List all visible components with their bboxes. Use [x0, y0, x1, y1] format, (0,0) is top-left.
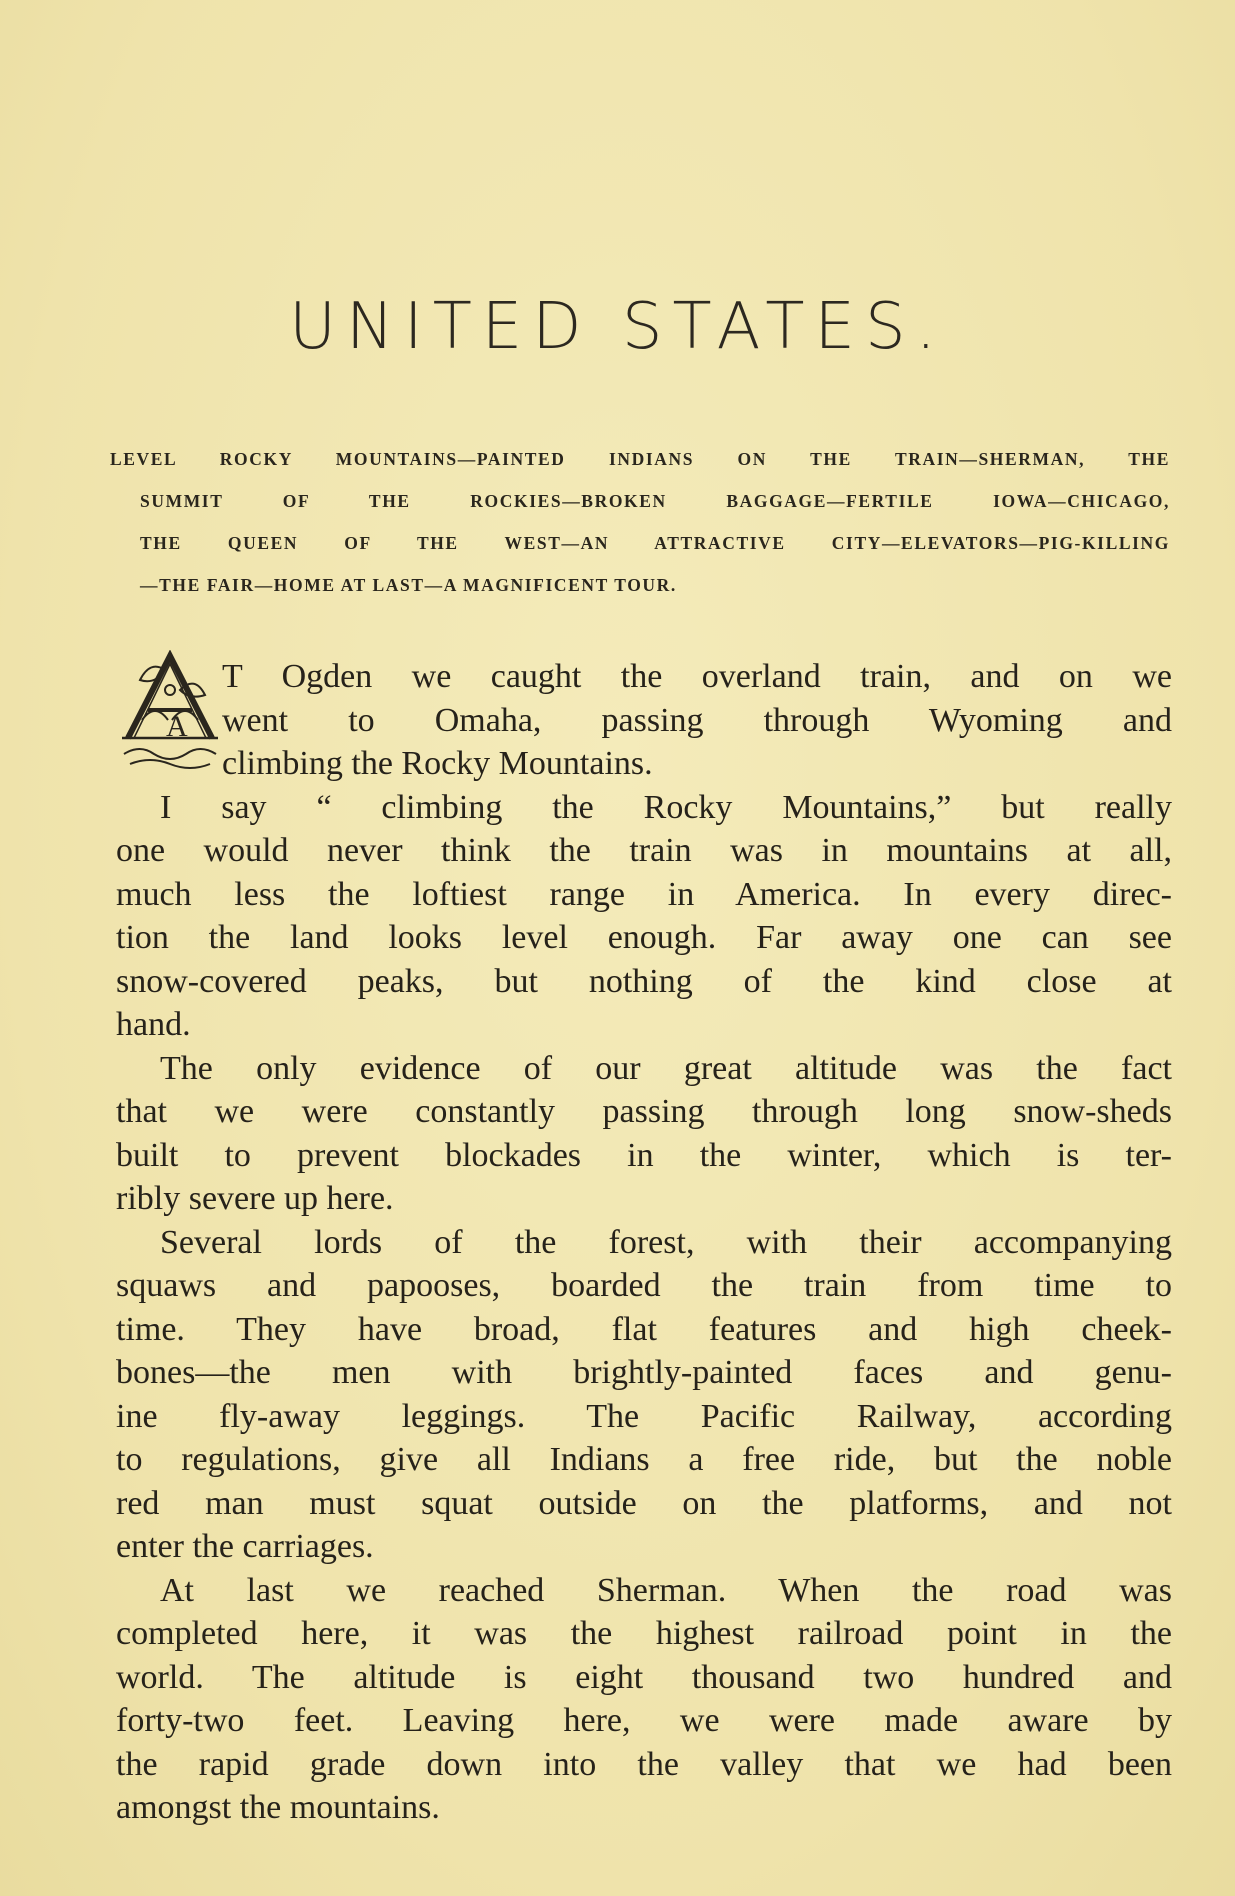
text-line: much less the loftiest range in America. In every direc-: [116, 875, 1172, 913]
text-line: that we were constantly passing through long snow-sheds: [116, 1093, 1172, 1130]
text-line: Several lords of the forest, with their accompanying: [160, 1223, 1172, 1261]
text-line: amongst the mountains.: [116, 1789, 440, 1826]
chapter-title: UNITED STATES.: [289, 290, 946, 364]
text-line: the rapid grade down into the valley that we had been: [116, 1745, 1172, 1783]
text-line: hand.: [116, 1006, 191, 1043]
text-line: completed here, it was the highest railroad point in the: [116, 1615, 1172, 1652]
text-line: T Ogden we caught the overland train, and on we: [222, 658, 1172, 695]
text-line: built to prevent blockades in the winter, which is ter-: [116, 1136, 1172, 1174]
text-line: snow-covered peaks, but nothing of the kind close at: [116, 962, 1172, 1000]
chapter-summary: [110, 438, 1170, 606]
text-line: At last we reached Sherman. When the road was: [160, 1571, 1172, 1609]
text-line: The only evidence of our great altitude was the fact: [160, 1049, 1172, 1087]
text-line: world. The altitude is eight thousand two hundred and: [116, 1658, 1172, 1696]
summary-line: —THE FAIR—HOME AT LAST—A MAGNIFICENT TOUR.: [140, 575, 677, 595]
text-line: red man must squat outside on the platforms, and not: [116, 1484, 1172, 1522]
summary-line: SUMMIT OF THE ROCKIES—BROKEN BAGGAGE—FERTILE IOWA—CHICAGO,: [140, 491, 1170, 511]
text-line: one would never think the train was in mountains at all,: [116, 832, 1172, 869]
text-line: tion the land looks level enough. Far away one can see: [116, 919, 1172, 956]
text-line: bones—the men with brightly-painted faces and genu-: [116, 1354, 1172, 1391]
text-line: I say “ climbing the Rocky Mountains,” but really: [160, 788, 1172, 826]
text-line: enter the carriages.: [116, 1528, 374, 1565]
summary-line: THE QUEEN OF THE WEST—AN ATTRACTIVE CITY—ELEVATORS—PIG-KILLING: [140, 533, 1170, 553]
text-line: ribly severe up here.: [116, 1180, 394, 1217]
text-line: squaws and papooses, boarded the train from time to: [116, 1267, 1172, 1304]
text-line: forty-two feet. Leaving here, we were made aware by: [116, 1702, 1172, 1739]
text-line: to regulations, give all Indians a free ride, but the noble: [116, 1441, 1172, 1478]
text-line: ine fly-away leggings. The Pacific Railway, according: [116, 1397, 1172, 1435]
text-line: went to Omaha, passing through Wyoming and: [222, 701, 1172, 739]
chapter-body: [116, 655, 1172, 1830]
drop-cap-letter: A: [166, 710, 188, 743]
summary-line: LEVEL ROCKY MOUNTAINS—PAINTED INDIANS ON THE TRAIN—SHERMAN, THE: [110, 449, 1170, 469]
text-line: time. They have broad, flat features and high cheek-: [116, 1310, 1172, 1348]
text-line: climbing the Rocky Mountains.: [222, 745, 653, 782]
